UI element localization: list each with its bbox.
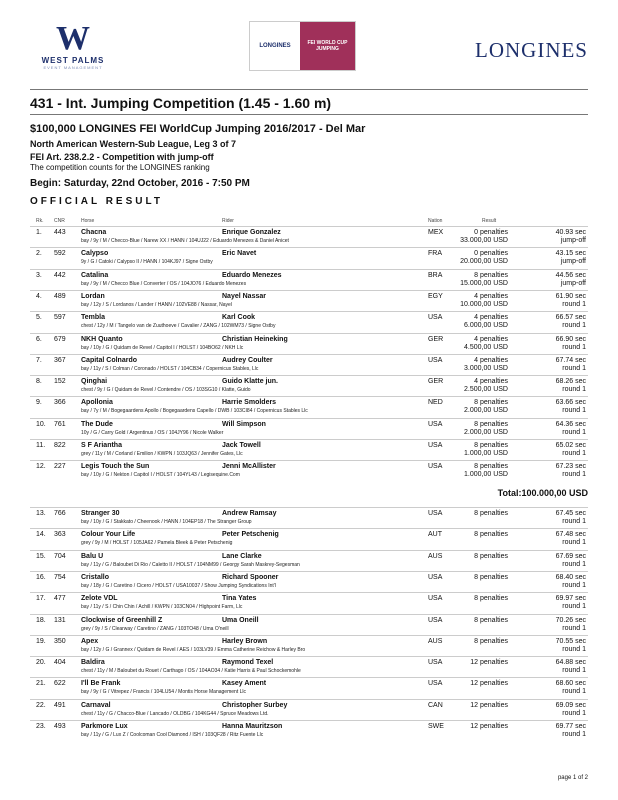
rider-cell: Tina Yates bbox=[222, 595, 257, 603]
horse-details-cell: bay / 12y / S / Lordanos / Lander / HANN / 102VE88 / Nassar, Nayel bbox=[81, 301, 232, 308]
cnr-cell: 366 bbox=[54, 399, 66, 407]
rider-cell: Christopher Surbey bbox=[222, 701, 288, 709]
round-cell: round 1 bbox=[562, 688, 586, 696]
rank-cell: 13. bbox=[36, 510, 46, 517]
nation-cell: AUS bbox=[428, 637, 443, 645]
table-row bbox=[30, 507, 588, 528]
rider-cell: Harley Brown bbox=[222, 637, 268, 645]
row-separator bbox=[30, 226, 588, 227]
table-row bbox=[30, 247, 588, 268]
col-rank: Rk. bbox=[36, 218, 44, 224]
cnr-cell: 679 bbox=[54, 335, 66, 343]
round-cell: round 1 bbox=[562, 300, 586, 308]
row-separator bbox=[30, 375, 588, 376]
west-palms-logo-name: WEST PALMS bbox=[41, 56, 105, 65]
round-cell: round 1 bbox=[562, 624, 586, 632]
nation-cell: USA bbox=[428, 573, 443, 581]
row-separator bbox=[30, 720, 588, 721]
horse-cell: Cristallo bbox=[81, 573, 110, 581]
row-separator bbox=[30, 439, 588, 440]
penalties-cell: 8 penalties bbox=[474, 573, 508, 581]
time-cell: 68.26 sec bbox=[555, 378, 586, 386]
rank-cell: 12. bbox=[36, 463, 46, 471]
time-cell: 61.90 sec bbox=[555, 292, 586, 300]
cnr-cell: 442 bbox=[54, 271, 66, 279]
horse-details-cell: bay / 11y / S / Colman / Coronado / HOLST / 104CB34 / Copernicus Stables, Llc bbox=[81, 365, 259, 372]
round-cell: round 1 bbox=[562, 407, 586, 415]
table-row bbox=[30, 418, 588, 439]
time-cell: 67.45 sec bbox=[555, 510, 586, 517]
nation-cell: FRA bbox=[428, 250, 442, 258]
table-row bbox=[30, 614, 588, 635]
west-palms-logo-tag: EVENT MANAGEMENT bbox=[43, 65, 103, 70]
horse-details-cell: bay / 10y / G / Nekton / Capitol I / HOLST / 104YL43 / Legisequine.Com bbox=[81, 472, 240, 479]
rider-cell: Nayel Nassar bbox=[222, 292, 266, 300]
table-row bbox=[30, 226, 588, 247]
prize-cell: 3.000,00 USD bbox=[464, 364, 508, 372]
rank-cell: 2. bbox=[36, 250, 42, 258]
rider-cell: Will Simpson bbox=[222, 420, 266, 428]
table-row bbox=[30, 439, 588, 460]
rank-cell: 8. bbox=[36, 378, 42, 386]
table-row bbox=[30, 635, 588, 656]
round-cell: round 1 bbox=[562, 645, 586, 653]
horse-cell: Parkmore Lux bbox=[81, 723, 128, 730]
nation-cell: USA bbox=[428, 463, 443, 471]
rank-cell: 7. bbox=[36, 356, 42, 364]
rider-cell: Enrique Gonzalez bbox=[222, 229, 281, 236]
world-cup-badge bbox=[249, 21, 356, 71]
nation-cell: USA bbox=[428, 356, 443, 364]
horse-cell: Lordan bbox=[81, 292, 105, 300]
horse-details-cell: grey / 9y / M / HOLST / 105JA62 / Pamela Bleek & Peter Petschenig bbox=[81, 540, 233, 547]
cnr-cell: 493 bbox=[54, 723, 66, 730]
horse-details-cell: bay / 11y / G / Lux Z / Coolcoman Cool Diamond / ISH / 103QF28 / Ritz Fuente Llc bbox=[81, 732, 264, 738]
round-cell: round 1 bbox=[562, 709, 586, 717]
ranking-note: The competition counts for the LONGINES ranking bbox=[30, 163, 210, 172]
row-separator bbox=[30, 460, 588, 461]
row-separator bbox=[30, 290, 588, 291]
table-row bbox=[30, 354, 588, 375]
table-row bbox=[30, 720, 588, 741]
time-cell: 69.97 sec bbox=[555, 595, 586, 603]
nation-cell: USA bbox=[428, 510, 443, 517]
horse-details-cell: bay / 12y / G / Grannex / Quidam de Revel / AES / 103LV39 / Emma Catherine Reichow & Harley Bro bbox=[81, 646, 306, 653]
cnr-cell: 491 bbox=[54, 701, 66, 709]
penalties-cell: 12 penalties bbox=[470, 659, 508, 667]
penalties-cell: 12 penalties bbox=[470, 680, 508, 688]
nation-cell: USA bbox=[428, 314, 443, 322]
horse-details-cell: bay / 9y / G / Vitrepez / Francis / 104LU54 / Montis Horse Management Llc bbox=[81, 689, 246, 696]
nation-cell: CAN bbox=[428, 701, 443, 709]
horse-details-cell: grey / 11y / M / Corland / Emilion / KWPN / 103JQ63 / Jennifer Gates, Llc bbox=[81, 451, 243, 457]
horse-cell: Apollonia bbox=[81, 399, 113, 407]
time-cell: 66.90 sec bbox=[555, 335, 586, 343]
nation-cell: USA bbox=[428, 659, 443, 667]
cnr-cell: 363 bbox=[54, 531, 66, 539]
penalties-cell: 4 penalties bbox=[474, 292, 508, 300]
penalties-cell: 8 penalties bbox=[474, 552, 508, 560]
time-cell: 64.36 sec bbox=[555, 420, 586, 428]
time-cell: 66.57 sec bbox=[555, 314, 586, 322]
col-result: Result bbox=[482, 218, 497, 224]
cnr-cell: 367 bbox=[54, 356, 66, 364]
col-rider: Rider bbox=[222, 218, 234, 224]
col-nation: Nation bbox=[428, 218, 443, 224]
cnr-cell: 597 bbox=[54, 314, 66, 322]
time-cell: 67.23 sec bbox=[555, 463, 586, 471]
table-row bbox=[30, 311, 588, 332]
nation-cell: USA bbox=[428, 595, 443, 603]
prize-cell: 1.000,00 USD bbox=[464, 471, 508, 479]
cnr-cell: 704 bbox=[54, 552, 66, 560]
horse-details-cell: chest / 9y / G / Quidam de Revel / Contendre / OS / 103SG10 / Klatte, Guido bbox=[81, 387, 251, 394]
horse-details-cell: bay / 18y / G / Caretino / Cicero / HOLST / USA10037 / Show Jumping Syndications Int'l bbox=[81, 582, 276, 589]
round-cell: round 1 bbox=[562, 386, 586, 394]
cnr-cell: 350 bbox=[54, 637, 66, 645]
penalties-cell: 8 penalties bbox=[474, 463, 508, 471]
penalties-cell: 4 penalties bbox=[474, 314, 508, 322]
rider-cell: Raymond Texel bbox=[222, 659, 274, 667]
title-bottom-rule bbox=[30, 114, 588, 115]
horse-details-cell: grey / 9y / S / Clearway / Caretino / ZANG / 103TO48 / Uma O'neill bbox=[81, 625, 229, 632]
horse-cell: Legis Touch the Sun bbox=[81, 463, 150, 471]
rank-cell: 23. bbox=[36, 723, 46, 730]
round-cell: round 1 bbox=[562, 322, 586, 330]
row-separator bbox=[30, 528, 588, 529]
rank-cell: 10. bbox=[36, 420, 46, 428]
rank-cell: 22. bbox=[36, 701, 46, 709]
penalties-cell: 8 penalties bbox=[474, 510, 508, 517]
round-cell: round 1 bbox=[562, 667, 586, 675]
rider-cell: Richard Spooner bbox=[222, 573, 279, 581]
cnr-cell: 227 bbox=[54, 463, 66, 471]
cnr-cell: 766 bbox=[54, 510, 66, 517]
event-name: $100,000 LONGINES FEI WorldCup Jumping 2016/2017 - Del Mar bbox=[30, 123, 366, 135]
penalties-cell: 8 penalties bbox=[474, 637, 508, 645]
cnr-cell: 761 bbox=[54, 420, 66, 428]
rider-cell: Jack Towell bbox=[222, 442, 261, 449]
horse-cell: Carnaval bbox=[81, 701, 111, 709]
time-cell: 69.77 sec bbox=[555, 723, 586, 730]
time-cell: 68.40 sec bbox=[555, 573, 586, 581]
horse-details-cell: bay / 11y / S / Chin Chin / Achill / KWPN / 103CN04 / Highpoint Farm, Llc bbox=[81, 604, 243, 611]
penalties-cell: 0 penalties bbox=[474, 229, 508, 236]
table-row bbox=[30, 550, 588, 571]
horse-cell: S F Ariantha bbox=[81, 442, 122, 449]
round-cell: round 1 bbox=[562, 364, 586, 372]
horse-cell: I'll Be Frank bbox=[81, 680, 121, 688]
west-palms-logo-mark: W bbox=[56, 20, 90, 57]
cnr-cell: 152 bbox=[54, 378, 66, 386]
longines-logo: LONGINES bbox=[475, 38, 588, 62]
article-info: FEI Art. 238.2.2 - Competition with jump-off bbox=[30, 152, 214, 162]
horse-details-cell: bay / 11y / G / Baloubet Di Rio / Caletto II / HOLST / 104NM99 / Georgy Sarah Maskrey-Segesman bbox=[81, 561, 300, 568]
cnr-cell: 489 bbox=[54, 292, 66, 300]
rider-cell: Lane Clarke bbox=[222, 552, 262, 560]
table-row bbox=[30, 677, 588, 698]
table-row bbox=[30, 269, 588, 290]
round-cell: round 1 bbox=[562, 428, 586, 436]
col-cnr: CNR bbox=[54, 218, 65, 224]
time-cell: 64.88 sec bbox=[555, 659, 586, 667]
rank-cell: 18. bbox=[36, 616, 46, 624]
nation-cell: GER bbox=[428, 378, 444, 386]
table-row bbox=[30, 290, 588, 311]
row-separator bbox=[30, 354, 588, 355]
horse-cell: NKH Quanto bbox=[81, 335, 123, 343]
rank-cell: 9. bbox=[36, 399, 42, 407]
cnr-cell: 622 bbox=[54, 680, 66, 688]
horse-details-cell: bay / 7y / M / Bogegaardens Apollo / Bogegaardens Capello / DWB / 103CI84 / Copernicus Stables Llc bbox=[81, 408, 308, 415]
round-cell: round 1 bbox=[562, 539, 586, 547]
horse-cell: Baldira bbox=[81, 659, 105, 667]
nation-cell: AUS bbox=[428, 552, 443, 560]
time-cell: 65.02 sec bbox=[555, 442, 586, 449]
row-separator bbox=[30, 656, 588, 657]
cnr-cell: 477 bbox=[54, 595, 66, 603]
rank-cell: 17. bbox=[36, 595, 46, 603]
rider-cell: Jenni McAllister bbox=[222, 463, 276, 471]
horse-details-cell: chest / 11y / M / Baloubet du Rouet / Carthago / OS / 104AO34 / Katie Harris & Paul Schockemohle bbox=[81, 668, 301, 675]
penalties-cell: 8 penalties bbox=[474, 271, 508, 279]
horse-cell: Capital Colnardo bbox=[81, 356, 138, 364]
rank-cell: 14. bbox=[36, 531, 46, 539]
prize-cell: 33.000,00 USD bbox=[460, 237, 508, 244]
table-row bbox=[30, 333, 588, 354]
begin-time: Begin: Saturday, 22nd October, 2016 - 7:50 PM bbox=[30, 178, 250, 189]
time-cell: 67.74 sec bbox=[555, 356, 586, 364]
nation-cell: SWE bbox=[428, 723, 444, 730]
rider-cell: Eric Navet bbox=[222, 250, 257, 258]
nation-cell: USA bbox=[428, 616, 443, 624]
rider-cell: Peter Petschenig bbox=[222, 531, 279, 539]
penalties-cell: 4 penalties bbox=[474, 356, 508, 364]
row-separator bbox=[30, 699, 588, 700]
rider-cell: Hanna Mauritzson bbox=[222, 723, 283, 730]
horse-details-cell: bay / 9y / M / Checco-Blue / Narew XX / HANN / 104UJ22 / Eduardo Menezes & Daniel Anicet bbox=[81, 238, 289, 244]
round-cell: round 1 bbox=[562, 603, 586, 611]
time-cell: 69.09 sec bbox=[555, 701, 586, 709]
round-cell: jump-off bbox=[560, 279, 586, 287]
col-horse: Horse bbox=[81, 218, 95, 224]
rank-cell: 15. bbox=[36, 552, 46, 560]
table-row bbox=[30, 699, 588, 720]
cnr-cell: 443 bbox=[54, 229, 66, 236]
rider-cell: Eduardo Menezes bbox=[222, 271, 282, 279]
time-cell: 43.15 sec bbox=[555, 250, 586, 258]
row-separator bbox=[30, 311, 588, 312]
cnr-cell: 404 bbox=[54, 659, 66, 667]
cnr-cell: 754 bbox=[54, 573, 66, 581]
horse-details-cell: 9y / G / Catoki / Calypso II / HANN / 104KJ97 / Signe Ostby bbox=[81, 259, 213, 266]
horse-details-cell: bay / 9y / M / Checco Blue / Converter / OS / 104JO76 / Eduardo Menezes bbox=[81, 280, 247, 287]
row-separator bbox=[30, 247, 588, 248]
round-cell: round 1 bbox=[562, 343, 586, 351]
penalties-cell: 0 penalties bbox=[474, 250, 508, 258]
round-cell: round 1 bbox=[562, 560, 586, 568]
penalties-cell: 8 penalties bbox=[474, 399, 508, 407]
rider-cell: Kasey Ament bbox=[222, 680, 267, 688]
horse-cell: Colour Your Life bbox=[81, 531, 136, 539]
league-info: North American Western-Sub League, Leg 3 of 7 bbox=[30, 139, 237, 149]
time-cell: 68.60 sec bbox=[555, 680, 586, 688]
cnr-cell: 131 bbox=[54, 616, 66, 624]
prize-cell: 4.500,00 USD bbox=[464, 343, 508, 351]
table-row bbox=[30, 571, 588, 592]
results-header-row bbox=[30, 217, 588, 226]
rider-cell: Uma Oneill bbox=[222, 616, 259, 624]
horse-details-cell: bay / 10y / G / Quidam de Revel / Capitol I / HOLST / 104BO62 / NKH Llc bbox=[81, 344, 244, 351]
time-cell: 67.48 sec bbox=[555, 531, 586, 539]
horse-details-cell: 10y / G / Carry Gold / Argentinus / OS / 104JY96 / Nicole Walker bbox=[81, 429, 224, 436]
penalties-cell: 8 penalties bbox=[474, 420, 508, 428]
penalties-cell: 8 penalties bbox=[474, 442, 508, 449]
time-cell: 40.93 sec bbox=[555, 229, 586, 236]
row-separator bbox=[30, 550, 588, 551]
time-cell: 67.69 sec bbox=[555, 552, 586, 560]
rank-cell: 1. bbox=[36, 229, 42, 236]
horse-details-cell: chest / 12y / M / Tangelo van de Zuuthoeve / Cavalier / ZANG / 102WM73 / Signe Ostby bbox=[81, 323, 276, 330]
page-number: page 1 of 2 bbox=[557, 775, 588, 781]
penalties-cell: 12 penalties bbox=[470, 723, 508, 730]
time-cell: 70.55 sec bbox=[555, 637, 586, 645]
rank-cell: 20. bbox=[36, 659, 46, 667]
cnr-cell: 592 bbox=[54, 250, 66, 258]
rank-cell: 4. bbox=[36, 292, 42, 300]
row-separator bbox=[30, 614, 588, 615]
penalties-cell: 4 penalties bbox=[474, 335, 508, 343]
table-row bbox=[30, 375, 588, 396]
horse-cell: Apex bbox=[81, 637, 99, 645]
round-cell: round 1 bbox=[562, 581, 586, 589]
table-row bbox=[30, 528, 588, 549]
horse-cell: Zelote VDL bbox=[81, 595, 118, 603]
nation-cell: EGY bbox=[428, 292, 443, 300]
official-result-heading: OFFICIAL RESULT bbox=[30, 196, 163, 207]
round-cell: round 1 bbox=[562, 450, 586, 457]
round-cell: round 1 bbox=[562, 518, 586, 525]
rank-cell: 21. bbox=[36, 680, 46, 688]
row-separator bbox=[30, 269, 588, 270]
horse-cell: Calypso bbox=[81, 250, 109, 258]
logo-bar bbox=[0, 0, 618, 82]
rider-cell: Karl Cook bbox=[222, 314, 256, 322]
rank-cell: 11. bbox=[36, 442, 46, 449]
row-separator bbox=[30, 507, 588, 508]
time-cell: 70.26 sec bbox=[555, 616, 586, 624]
nation-cell: MEX bbox=[428, 229, 444, 236]
penalties-cell: 4 penalties bbox=[474, 378, 508, 386]
table-row bbox=[30, 396, 588, 417]
horse-cell: Tembla bbox=[81, 314, 105, 322]
round-cell: round 1 bbox=[562, 731, 586, 738]
horse-details-cell: bay / 10y / G / Stakkato / Cheenook / HANN / 104EP18 / The Stranger Group bbox=[81, 519, 252, 525]
row-separator bbox=[30, 677, 588, 678]
row-separator bbox=[30, 571, 588, 572]
cnr-cell: 822 bbox=[54, 442, 66, 449]
rider-cell: Harrie Smolders bbox=[222, 399, 277, 407]
rider-cell: Audrey Coulter bbox=[222, 356, 273, 364]
prize-cell: 1.000,00 USD bbox=[464, 450, 508, 457]
nation-cell: AUT bbox=[428, 531, 442, 539]
nation-cell: USA bbox=[428, 420, 443, 428]
nation-cell: BRA bbox=[428, 271, 443, 279]
total-prize: Total:100.000,00 USD bbox=[497, 488, 588, 498]
time-cell: 44.56 sec bbox=[555, 271, 586, 279]
rank-cell: 5. bbox=[36, 314, 42, 322]
horse-cell: Chacna bbox=[81, 229, 107, 236]
prize-cell: 2.000,00 USD bbox=[464, 407, 508, 415]
rider-cell: Guido Klatte jun. bbox=[222, 378, 278, 386]
rank-cell: 16. bbox=[36, 573, 46, 581]
badge-longines-text: LONGINES bbox=[250, 22, 300, 70]
row-separator bbox=[30, 592, 588, 593]
horse-cell: Stranger 30 bbox=[81, 510, 120, 517]
round-cell: jump-off bbox=[560, 258, 586, 266]
nation-cell: USA bbox=[428, 680, 443, 688]
table-row bbox=[30, 592, 588, 613]
horse-cell: Clockwise of Greenhill Z bbox=[81, 616, 163, 624]
rider-cell: Christian Heineking bbox=[222, 335, 288, 343]
table-row bbox=[30, 460, 588, 481]
horse-cell: Qinghai bbox=[81, 378, 108, 386]
round-cell: round 1 bbox=[562, 471, 586, 479]
competition-title: 431 - Int. Jumping Competition (1.45 - 1.60 m) bbox=[30, 95, 332, 111]
prize-cell: 20.000,00 USD bbox=[460, 258, 508, 266]
nation-cell: USA bbox=[428, 442, 443, 449]
prize-cell: 15.000,00 USD bbox=[460, 279, 508, 287]
time-cell: 63.66 sec bbox=[555, 399, 586, 407]
penalties-cell: 8 penalties bbox=[474, 616, 508, 624]
horse-cell: The Dude bbox=[81, 420, 113, 428]
round-cell: jump-off bbox=[560, 237, 586, 244]
rank-cell: 3. bbox=[36, 271, 42, 279]
horse-cell: Catalina bbox=[81, 271, 109, 279]
title-top-rule bbox=[30, 89, 588, 90]
nation-cell: GER bbox=[428, 335, 444, 343]
prize-cell: 2.000,00 USD bbox=[464, 428, 508, 436]
horse-cell: Balu U bbox=[81, 552, 104, 560]
penalties-cell: 8 penalties bbox=[474, 595, 508, 603]
badge-worldcup-text: FEI WORLD CUP JUMPING bbox=[300, 22, 355, 70]
row-separator bbox=[30, 418, 588, 419]
rider-cell: Andrew Ramsay bbox=[222, 510, 277, 517]
horse-details-cell: chest / 11y / G / Chacco-Blue / Lancado / OLDBG / 104KG44 / Spruce Meadows Ltd. bbox=[81, 710, 269, 717]
prize-cell: 10.000,00 USD bbox=[460, 300, 508, 308]
prize-cell: 2.500,00 USD bbox=[464, 386, 508, 394]
nation-cell: NED bbox=[428, 399, 443, 407]
row-separator bbox=[30, 635, 588, 636]
penalties-cell: 12 penalties bbox=[470, 701, 508, 709]
table-row bbox=[30, 656, 588, 677]
prize-cell: 6.000,00 USD bbox=[464, 322, 508, 330]
row-separator bbox=[30, 333, 588, 334]
row-separator bbox=[30, 396, 588, 397]
rank-cell: 19. bbox=[36, 637, 46, 645]
penalties-cell: 8 penalties bbox=[474, 531, 508, 539]
west-palms-logo bbox=[33, 22, 113, 70]
rank-cell: 6. bbox=[36, 335, 42, 343]
